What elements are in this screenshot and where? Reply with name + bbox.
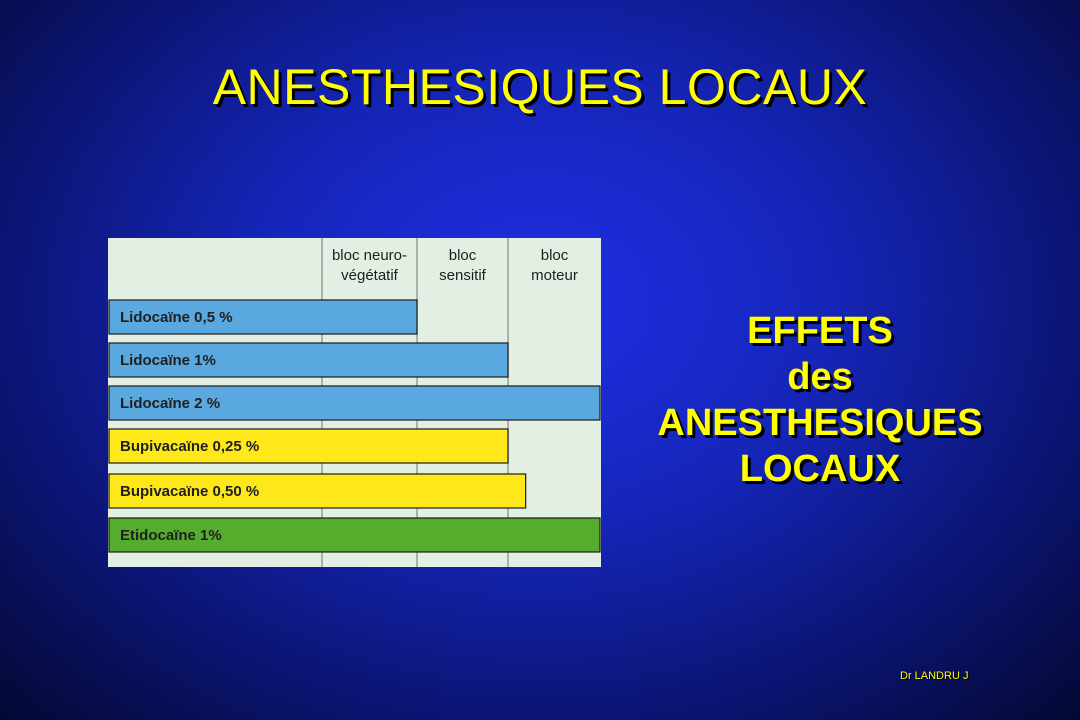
slide-title: ANESTHESIQUES LOCAUX: [212, 59, 868, 115]
row-label: Lidocaïne 2 %: [120, 395, 221, 412]
row-label: Lidocaïne 1%: [120, 352, 216, 369]
row-label: Bupivacaïne 0,50 %: [120, 483, 260, 500]
table-graphic: [108, 238, 601, 567]
heading-line-3: ANESTHESIQUES: [657, 402, 983, 444]
side-heading: [640, 308, 1000, 492]
anesthetic-effects-table: [108, 238, 601, 567]
heading-line-2: des: [787, 356, 853, 398]
heading-line-1: EFFETS: [747, 310, 893, 352]
row-label: Etidocaïne 1%: [120, 527, 222, 544]
row-label: Bupivacaïne 0,25 %: [120, 438, 260, 455]
column-header-text: bloc: [540, 247, 569, 264]
column-header-text: végétatif: [341, 267, 398, 284]
heading-line-4: LOCAUX: [739, 448, 901, 490]
author-credit: Dr LANDRU J: [900, 670, 969, 682]
column-header-text: bloc neuro-: [331, 247, 408, 264]
column-header-text: moteur: [531, 267, 578, 284]
column-header-text: bloc: [448, 247, 477, 264]
column-header-text: sensitif: [439, 267, 486, 284]
row-label: Lidocaïne 0,5 %: [120, 309, 233, 326]
